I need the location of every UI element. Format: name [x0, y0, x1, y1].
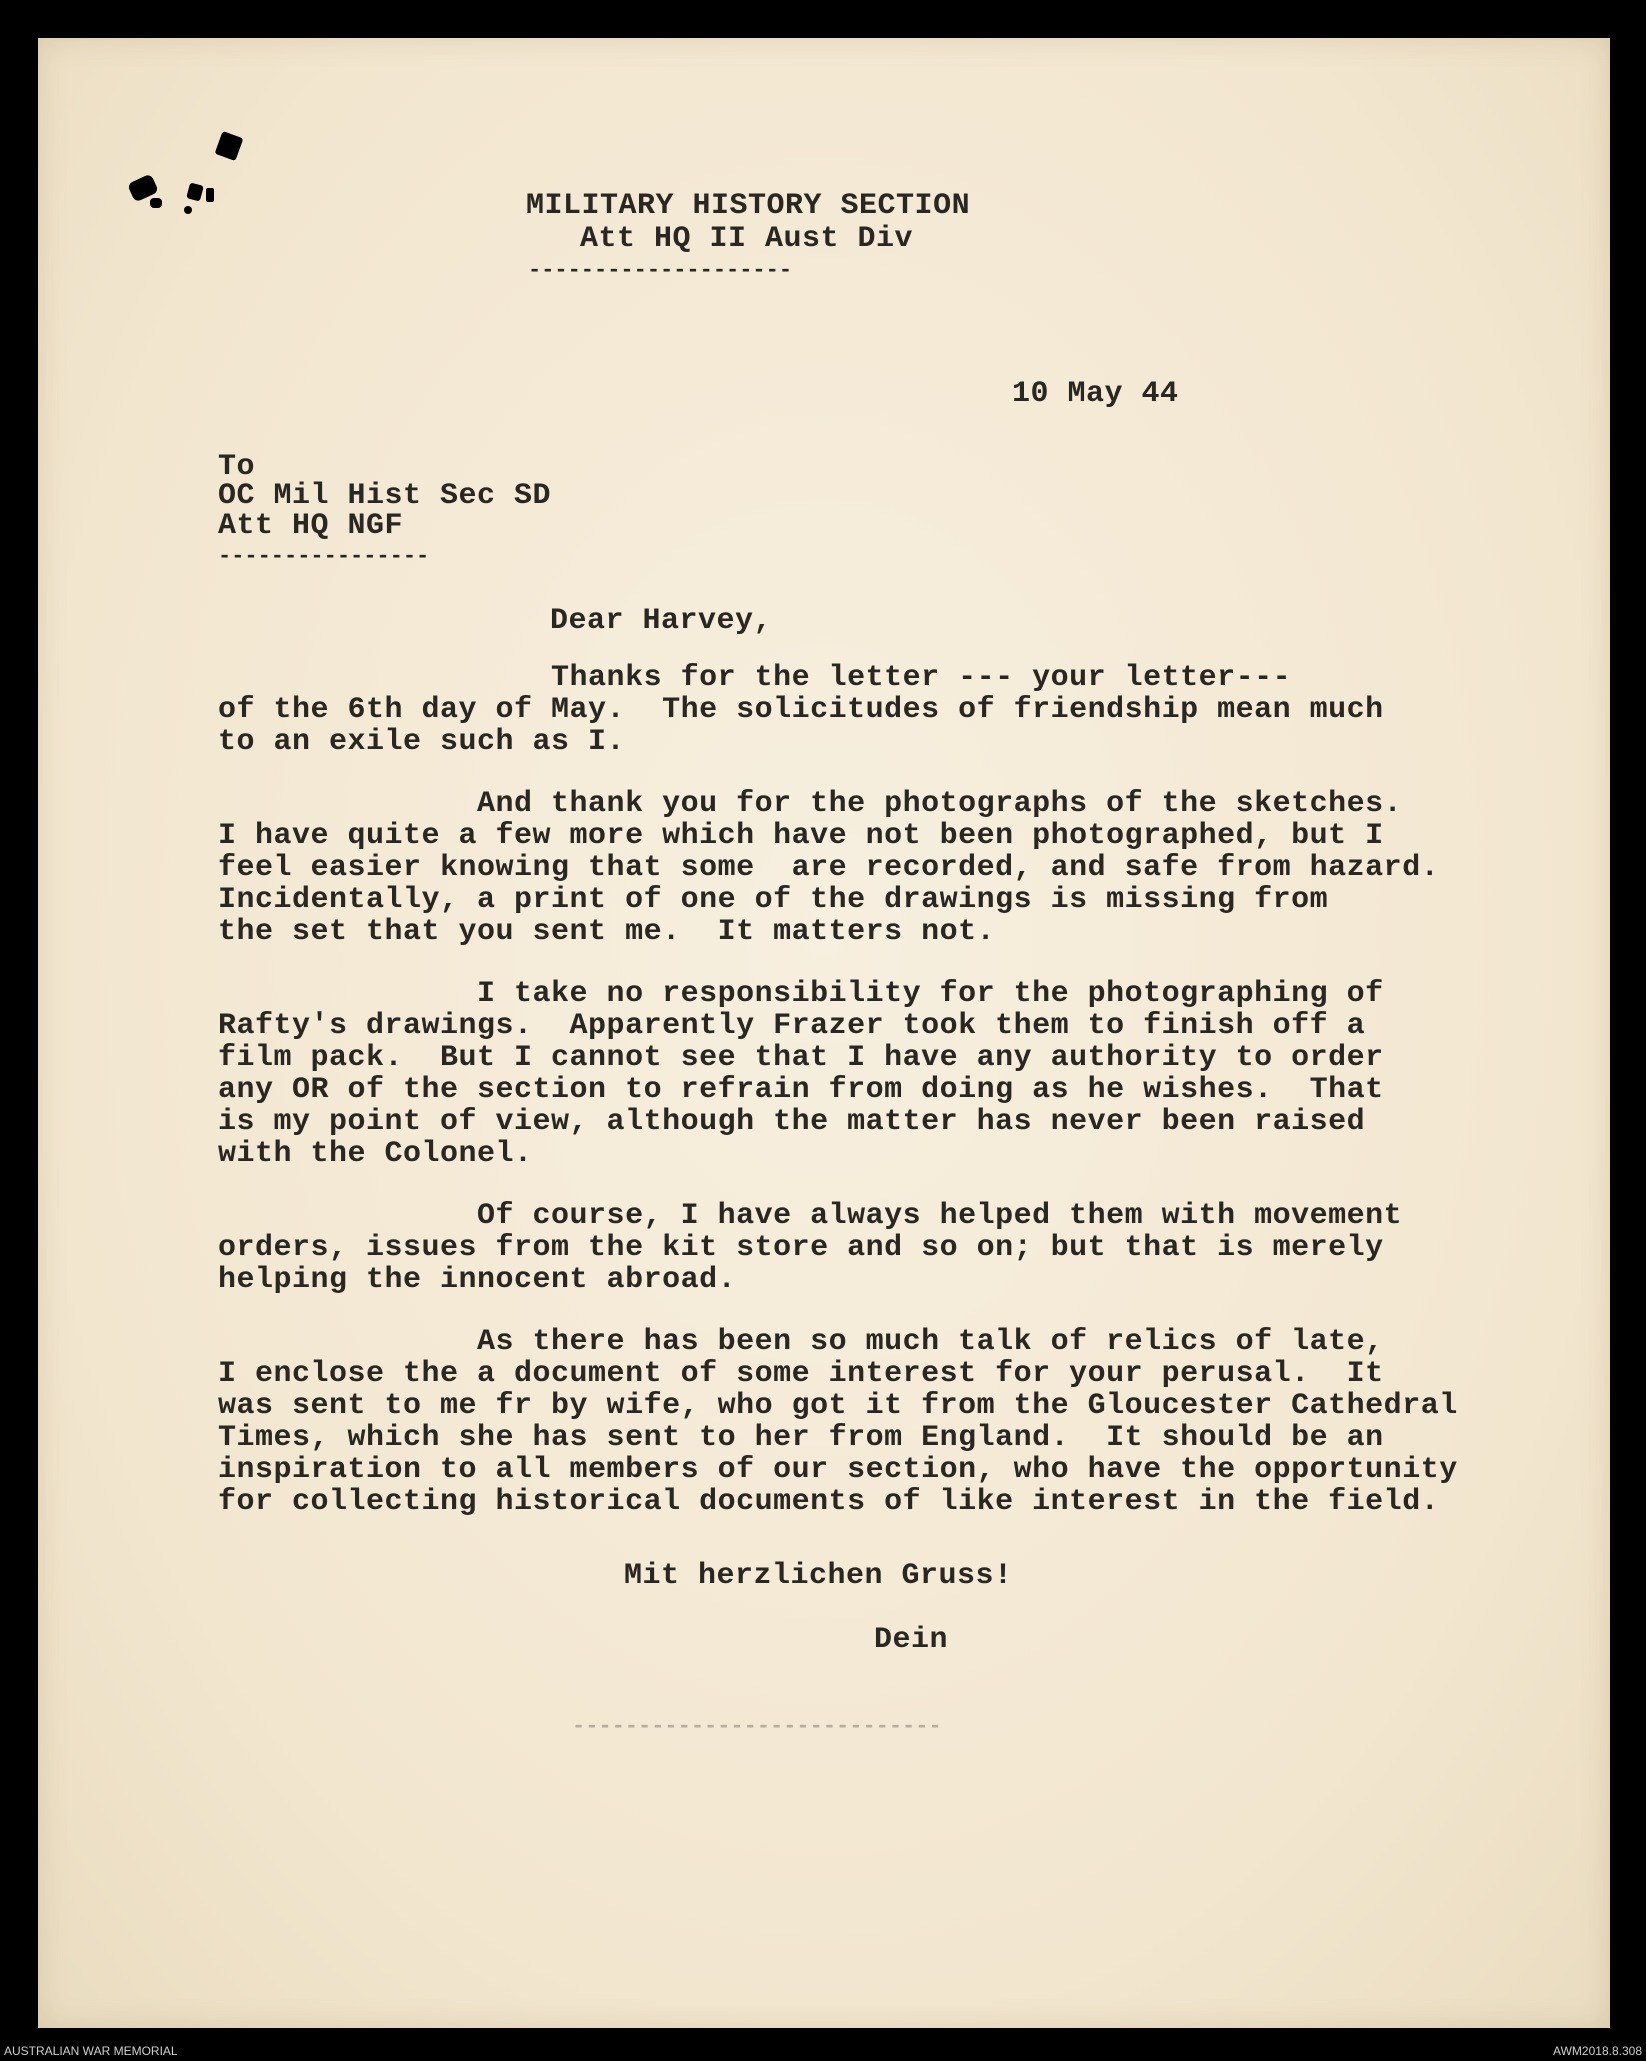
paragraph-2-line-4: Incidentally, a print of one of the drawings is missing from [218, 883, 1329, 917]
letter-page [38, 38, 1610, 2028]
address-line-1: OC Mil Hist Sec SD [218, 479, 552, 513]
address-line-2: Att HQ NGF [218, 509, 404, 543]
paragraph-3-line-4: any OR of the section to refrain from doing as he wishes. That [218, 1073, 1384, 1107]
paragraph-2-line-3: feel easier knowing that some are recorded, and safe from hazard. [218, 851, 1440, 885]
closing: Mit herzlichen Gruss! [624, 1559, 1013, 1593]
archive-reference: AWM2018.8.308 [1553, 2044, 1642, 2058]
paragraph-2-line-5: the set that you sent me. It matters not. [218, 915, 996, 949]
paragraph-2-line-2: I have quite a few more which have not been photographed, but I [218, 819, 1384, 853]
paragraph-4-line-2: orders, issues from the kit store and so on; but that is merely [218, 1231, 1384, 1265]
signoff: Dein [874, 1623, 949, 1657]
paragraph-5-line-5: inspiration to all members of our section, who have the opportunity [218, 1453, 1458, 1487]
punch-hole-5 [206, 188, 214, 202]
address-to: To [218, 450, 256, 484]
paragraph-2-line-1: And thank you for the photographs of the sketches. [218, 787, 1403, 821]
letter-date: 10 May 44 [1012, 377, 1179, 411]
letterhead-line-1: MILITARY HISTORY SECTION [526, 189, 971, 223]
punch-hole-4 [186, 182, 204, 201]
paragraph-3-line-5: is my point of view, although the matter has never been raised [218, 1105, 1366, 1139]
paragraph-5-line-3: was sent to me fr by wife, who got it from the Gloucester Cathedral [218, 1389, 1458, 1423]
paragraph-3-line-6: with the Colonel. [218, 1137, 533, 1171]
punch-hole-6 [184, 206, 192, 214]
address-rule: ---------------- [218, 544, 430, 569]
punch-hole-3 [150, 198, 162, 208]
paragraph-3-line-2: Rafty's drawings. Apparently Frazer took them to finish off a [218, 1009, 1366, 1043]
paragraph-1-line-1: Thanks for the letter --- your letter--- [218, 661, 1292, 695]
paragraph-1-line-2: of the 6th day of May. The solicitudes of friendship mean much [218, 693, 1384, 727]
paragraph-5-line-1: As there has been so much talk of relics of late, [218, 1325, 1384, 1359]
paragraph-3-line-3: film pack. But I cannot see that I have any authority to order [218, 1041, 1384, 1075]
paragraph-4-line-1: Of course, I have always helped them with movement [218, 1199, 1403, 1233]
paragraph-1-line-3: to an exile such as I. [218, 725, 626, 759]
paragraph-5-line-4: Times, which she has sent to her from England. It should be an [218, 1421, 1384, 1455]
paragraph-5-line-2: I enclose the a document of some interest for your perusal. It [218, 1357, 1384, 1391]
paragraph-4-line-3: helping the innocent abroad. [218, 1263, 737, 1297]
letterhead-line-2: Att HQ II Aust Div [580, 222, 914, 256]
punch-hole-1 [215, 131, 244, 161]
archive-credit: AUSTRALIAN WAR MEMORIAL [4, 2044, 178, 2058]
letterhead-rule: -------------------- [528, 258, 793, 283]
signature-rule: ---------------------------- [572, 1714, 942, 1739]
paragraph-3-line-1: I take no responsibility for the photographing of [218, 977, 1384, 1011]
salutation: Dear Harvey, [550, 604, 773, 638]
paragraph-5-line-6: for collecting historical documents of like interest in the field. [218, 1485, 1440, 1519]
